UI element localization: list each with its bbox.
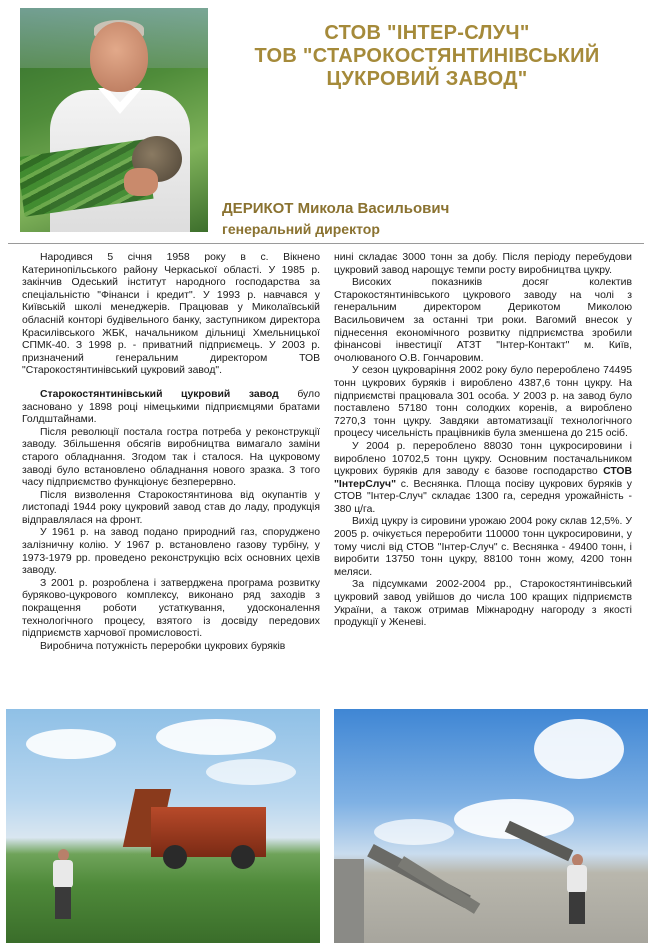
worker-figure — [52, 849, 74, 919]
bio-paragraph: Народився 5 січня 1958 року в с. Вікнено Катеринопільського району Черкаської області. У 1985 р. закінчив Одеський інститут народного господарства за спеціальністю "Фінанси і кредит". У 1993 р. навчався у Київській школі менеджерів. Працював у Миколаївській обласній конторі будівельного банку, заступником директора Красилівського ЖБК, начальником дільниці Хмельницької СПМК-40. З 1998 р. - приватний підприємець. У 2003 р. призначений генеральним директором ТОВ "Старокостянтинівський цукровий завод". — [22, 252, 320, 377]
left-text-column — [22, 252, 320, 653]
person-caption — [222, 200, 522, 237]
director-portrait-photo — [20, 8, 208, 232]
history-paragraph-rest: було засновано у 1898 році німецькими підприємцями братами Голдштайнами. — [22, 388, 320, 426]
person-name: ДЕРИКОТ Микола Васильович — [222, 200, 450, 217]
title-line-3: ЦУКРОВИЙ ЗАВОД" — [326, 68, 528, 90]
harvester-field-photo — [6, 709, 320, 943]
page-title — [222, 22, 632, 91]
farm-name-bold: СТОВ "ІнтерСлуч" — [334, 466, 632, 490]
beet-conveyor-photo — [334, 709, 648, 943]
text-span: с. Веснянка. Площа посіву цукрових буряків у СТОВ "Інтер-Случ" складає 1300 га, середня урожайність - 380 ц/га. — [334, 478, 632, 515]
text-paragraph: У 1961 р. на завод подано природний газ, споруджено залізничну колію. У 1967 р. встановлено газову турбіну, у 1973-1979 рр. проведено реконструкцію всіх основних цехів заводу. — [22, 527, 320, 577]
text-paragraph: Високих показників досяг колектив Старокостянтинівського цукрового заводу на чолі з генеральним директором Дерикотом Миколою Васильовичем за останні три роки. Вагомий внесок у піднесення економічного розвитку підприємства зробили фінансові інвестиції АТЗТ "Інтер-Контакт" м. Київ, очолюваного О.В. Гончаровим. — [334, 277, 632, 364]
history-paragraph — [22, 389, 320, 427]
title-line-1: СТОВ "ІНТЕР-СЛУЧ" — [324, 22, 530, 44]
harvester-shape — [111, 789, 266, 867]
text-paragraph: З 2001 р. розроблена і затверджена програма розвитку буряково-цукрового комплексу, виконано ряд заходів з покращення роботи устаткування, удосконалення технологічного процесу, взятого із досвіду передових підприємств харчової промисловості. — [22, 577, 320, 640]
company-name-bold: Старокостянтинівський цукровий завод — [40, 388, 279, 400]
text-paragraph: За підсумками 2002-2004 рр., Старокостянтинівський цукровий завод увійшов до числа 100 кращих підприємств України, а також отримав Міжнародну нагороду з якості продукції у Женеві. — [334, 579, 632, 629]
text-paragraph: Виробнича потужність переробки цукрових буряків — [40, 640, 286, 652]
header-divider — [8, 243, 644, 244]
title-line-2: ТОВ "СТАРОКОСТЯНТИНІВСЬКИЙ — [254, 45, 600, 67]
text-paragraph: Вихід цукру із сировини урожаю 2004 року склав 12,5%. У 2005 р. очікується переробити 110000 тонн цукросировини, у тому числі від СТОВ "Інтер-Случ" с. Веснянка - 49400 тонн, і виробити 13750 тонн цукру, 88100 тонн жому, 4200 тонн меляси. — [334, 516, 632, 578]
text-paragraph — [334, 441, 632, 517]
worker-figure — [566, 854, 588, 924]
right-text-column — [334, 252, 632, 630]
text-paragraph: У сезон цукроваріння 2002 року було перероблено 74495 тонн цукрових буряків і вироблено 4387,6 тонн цукру. На підприємстві працювала 301 особа. У 2003 р. на завод було поставлено 57180 тонн солодких коренів, а вироблено 7270,3 тонн цукру. Завдяки автоматизації технологічного процесу чисельність працівників була зменшена до 215 осіб. — [334, 365, 632, 440]
text-paragraph: нині складає 3000 тонн за добу. Після періоду перебудови цукровий завод нарощує темпи росту виробництва цукру. — [334, 252, 632, 276]
person-position: генеральний директор — [222, 221, 380, 237]
text-paragraph: Після революції постала гостра потреба у реконструкції заводу. Збільшення обсягів виробництва вимагало заміни старого обладнання. Згодом так і сталося. На цукровому заводі було встановлено обладнання нового зразка. З того часу підприємство функціонує безперервно. — [22, 426, 320, 489]
text-paragraph: Після визволення Старокостянтинова від окупантів у листопаді 1944 року цукровий завод став до ладу, продукція відправлялася на фронт. — [22, 489, 320, 526]
text-span: У 2004 р. перероблено 88030 тонн цукросировини і вироблено 10702,5 тонн цукру. Основним постачальником цукрових буряків для заводу є базове господарство — [334, 440, 632, 478]
